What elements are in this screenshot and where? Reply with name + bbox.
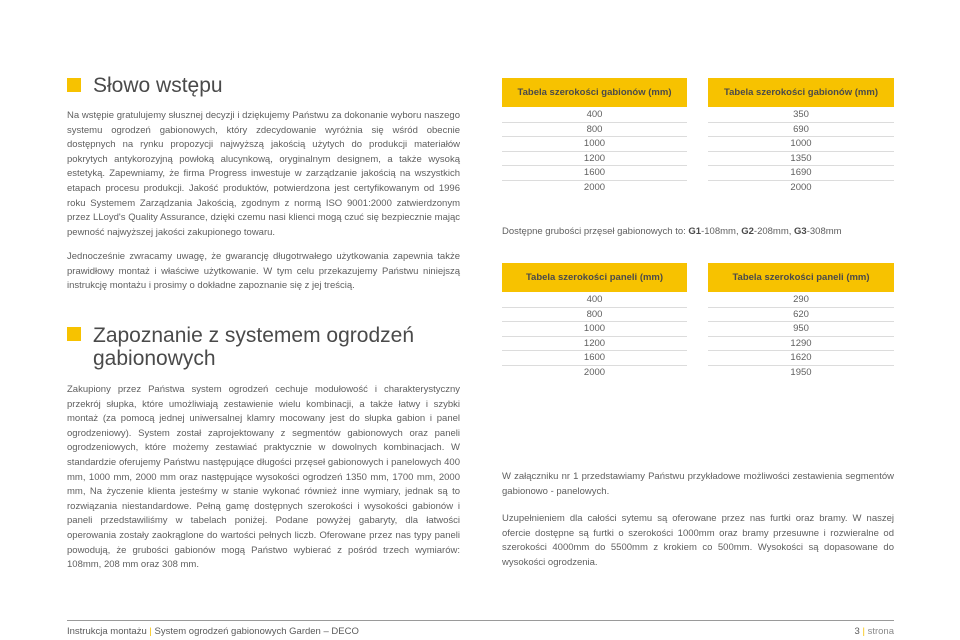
table-cell: 2000	[790, 181, 812, 193]
table-cell: 400	[502, 293, 687, 308]
table-cell: 1600	[502, 351, 687, 366]
preface-text	[67, 109, 460, 240]
intro-title	[93, 324, 414, 370]
table-cell: 1000	[502, 322, 687, 337]
thickness-g2-value: -208mm,	[753, 226, 792, 237]
table-cell: 350	[708, 108, 894, 123]
section-marker-icon	[67, 327, 81, 341]
page-label: strona	[867, 626, 894, 637]
thickness-g3: G3	[794, 226, 807, 237]
intro-paragraph: Zakupiony przez Państwa system ogrodzeń cechuje modułowość i charakterystyczny przekrój słupka, które umożliwiają zestawienie wielu kombinacji, a także łatwy i szybki montaż (za pomocą jednej uniwersalnej klamry mocowany jest do słupka gabion i panel ogrodzeniowy). System został zaprojektowany z segmentów gabionowych oraz paneli ogrodzeniowych, które możemy zestawiać praktycznie w dowolnych kombinacjach. W standardzie oferujemy Państwu następujące długości przęseł gabionowych i panelowych 400 mm, 1000 mm, 2000 mm oraz następujące wysokości ogrodzeń 1350 mm, 1700 mm, 2000 mm, Na życzenie klienta jesteśmy w stanie wykonać również inne wymiary, jednak są to rozwiązania niestandardowe. Pełną gamę dostępnych szerokości i wysokości gabionów i paneli przedstawiliśmy w tabelach poniżej. Podane powyżej gabaryty, dla łatwości operowania zostały zaokrąglone do wartości pełnych liczb. Oferowane przez nas typy paneli powodują, że grubości gabionów mogą Państwo wybierać z pośród trzech wymiarów: 108mm, 208 mm oraz 308 mm.	[67, 384, 460, 571]
table-cell: 400	[502, 108, 687, 123]
footer-divider	[67, 620, 894, 621]
footer-doc-title: System ogrodzeń gabionowych Garden – DECO	[154, 626, 359, 637]
section-marker-icon	[67, 78, 81, 92]
table-cell: 1600	[502, 166, 687, 181]
attachment-text-1	[502, 470, 894, 499]
table-cell: 1000	[708, 137, 894, 152]
footer-separator: |	[862, 626, 865, 637]
table-cell: 800	[502, 123, 687, 138]
footer-right	[855, 626, 894, 637]
thickness-g3-value: -308mm	[806, 226, 842, 237]
footer-separator: |	[149, 626, 152, 637]
footer-left	[67, 626, 359, 637]
gabion-table-header-1: Tabela szerokości gabionów (mm)	[502, 78, 687, 107]
thickness-g1: G1	[688, 226, 702, 237]
table-cell: 1690	[708, 166, 894, 181]
table-cell: 1290	[708, 337, 894, 352]
intro-text	[67, 383, 460, 573]
preface-paragraph-2: Jednocześnie zwracamy uwagę, że gwarancję długotrwałego użytkowania zapewnia także prawidłowy montaż i właściwe użytkowanie. W tym celu przekazujemy Państwu niniejszą instrukcję montażu i prosimy o dokładne zapoznanie się z jej treścią.	[67, 251, 460, 292]
attachment-text-2	[502, 512, 894, 570]
attachment-paragraph-1: W załączniku nr 1 przedstawiamy Państwu przykładowe możliwości zestawienia segmentów gabionowo - panelowych.	[502, 471, 894, 497]
table-cell: 950	[708, 322, 894, 337]
gabion-table-column-1	[502, 108, 687, 195]
page-number: 3	[854, 626, 860, 637]
gabion-table-column-2	[708, 108, 894, 195]
panel-table-column-2	[708, 293, 894, 380]
table-cell: 1950	[790, 366, 812, 378]
table-cell: 1200	[502, 152, 687, 167]
table-cell: 290	[708, 293, 894, 308]
thickness-g2: G2	[741, 226, 754, 237]
thickness-g1-value: -108mm,	[701, 226, 739, 237]
preface-title: Słowo wstępu	[93, 74, 223, 97]
table-cell: 1350	[708, 152, 894, 167]
table-cell: 1000	[502, 137, 687, 152]
panel-table-header-1: Tabela szerokości paneli (mm)	[502, 263, 687, 292]
thickness-note	[502, 226, 842, 237]
thickness-prefix: Dostępne grubości przęseł gabionowych to:	[502, 226, 686, 237]
footer-doc-type: Instrukcja montażu	[67, 626, 147, 637]
intro-title-line-2: gabionowych	[93, 347, 216, 370]
table-cell: 620	[708, 308, 894, 323]
table-cell: 800	[502, 308, 687, 323]
table-cell: 2000	[583, 181, 606, 193]
table-cell: 2000	[583, 366, 606, 378]
preface-text-2	[67, 250, 460, 294]
intro-title-line-1: Zapoznanie z systemem ogrodzeń	[93, 324, 414, 347]
table-cell: 1200	[502, 337, 687, 352]
panel-table-column-1	[502, 293, 687, 380]
gabion-table-header-2: Tabela szerokości gabionów (mm)	[708, 78, 894, 107]
panel-table-header-2: Tabela szerokości paneli (mm)	[708, 263, 894, 292]
table-cell: 1620	[708, 351, 894, 366]
preface-paragraph-1: Na wstępie gratulujemy słusznej decyzji i dziękujemy Państwu za dokonanie wyboru naszego systemu ogrodzeń gabionowych, który zdecydowanie wyróżnia się wśród obecnie dostępnych na rynku propozycji najwyższą jakością użytych do produkcji materiałów pokrytych antykorozyjną powłoką alucynkową, oryginalnym designem, a także wysoką estetyką. Zapewniamy, że firma Progress inwestuje w zarządzanie jakością na wszystkich etapach procesu produkcji. Jakość produktów, potwierdzona jest certyfikowanym od 1996 roku Systemem Zarządzania Jakością, zgodnym z normą ISO 9001:2000 zatwierdzonym przez LLoyd's Quality Assurance, dzięki czemu nasi klienci mogą czuć się bezpiecznie mając pewność najwyższej jakości zakupionego towaru.	[67, 110, 460, 238]
table-cell: 690	[708, 123, 894, 138]
attachment-paragraph-2: Uzupełnieniem dla całości sytemu są oferowane przez nas furtki oraz bramy. W naszej ofercie dostępne są furtki o szerokości 1000mm oraz bramy przesuwne i rozwieralne od szerokości 4000mm do 5500mm z krokiem co 500mm. Wysokości są dopasowane do wysokości ogrodzenia.	[502, 513, 894, 568]
